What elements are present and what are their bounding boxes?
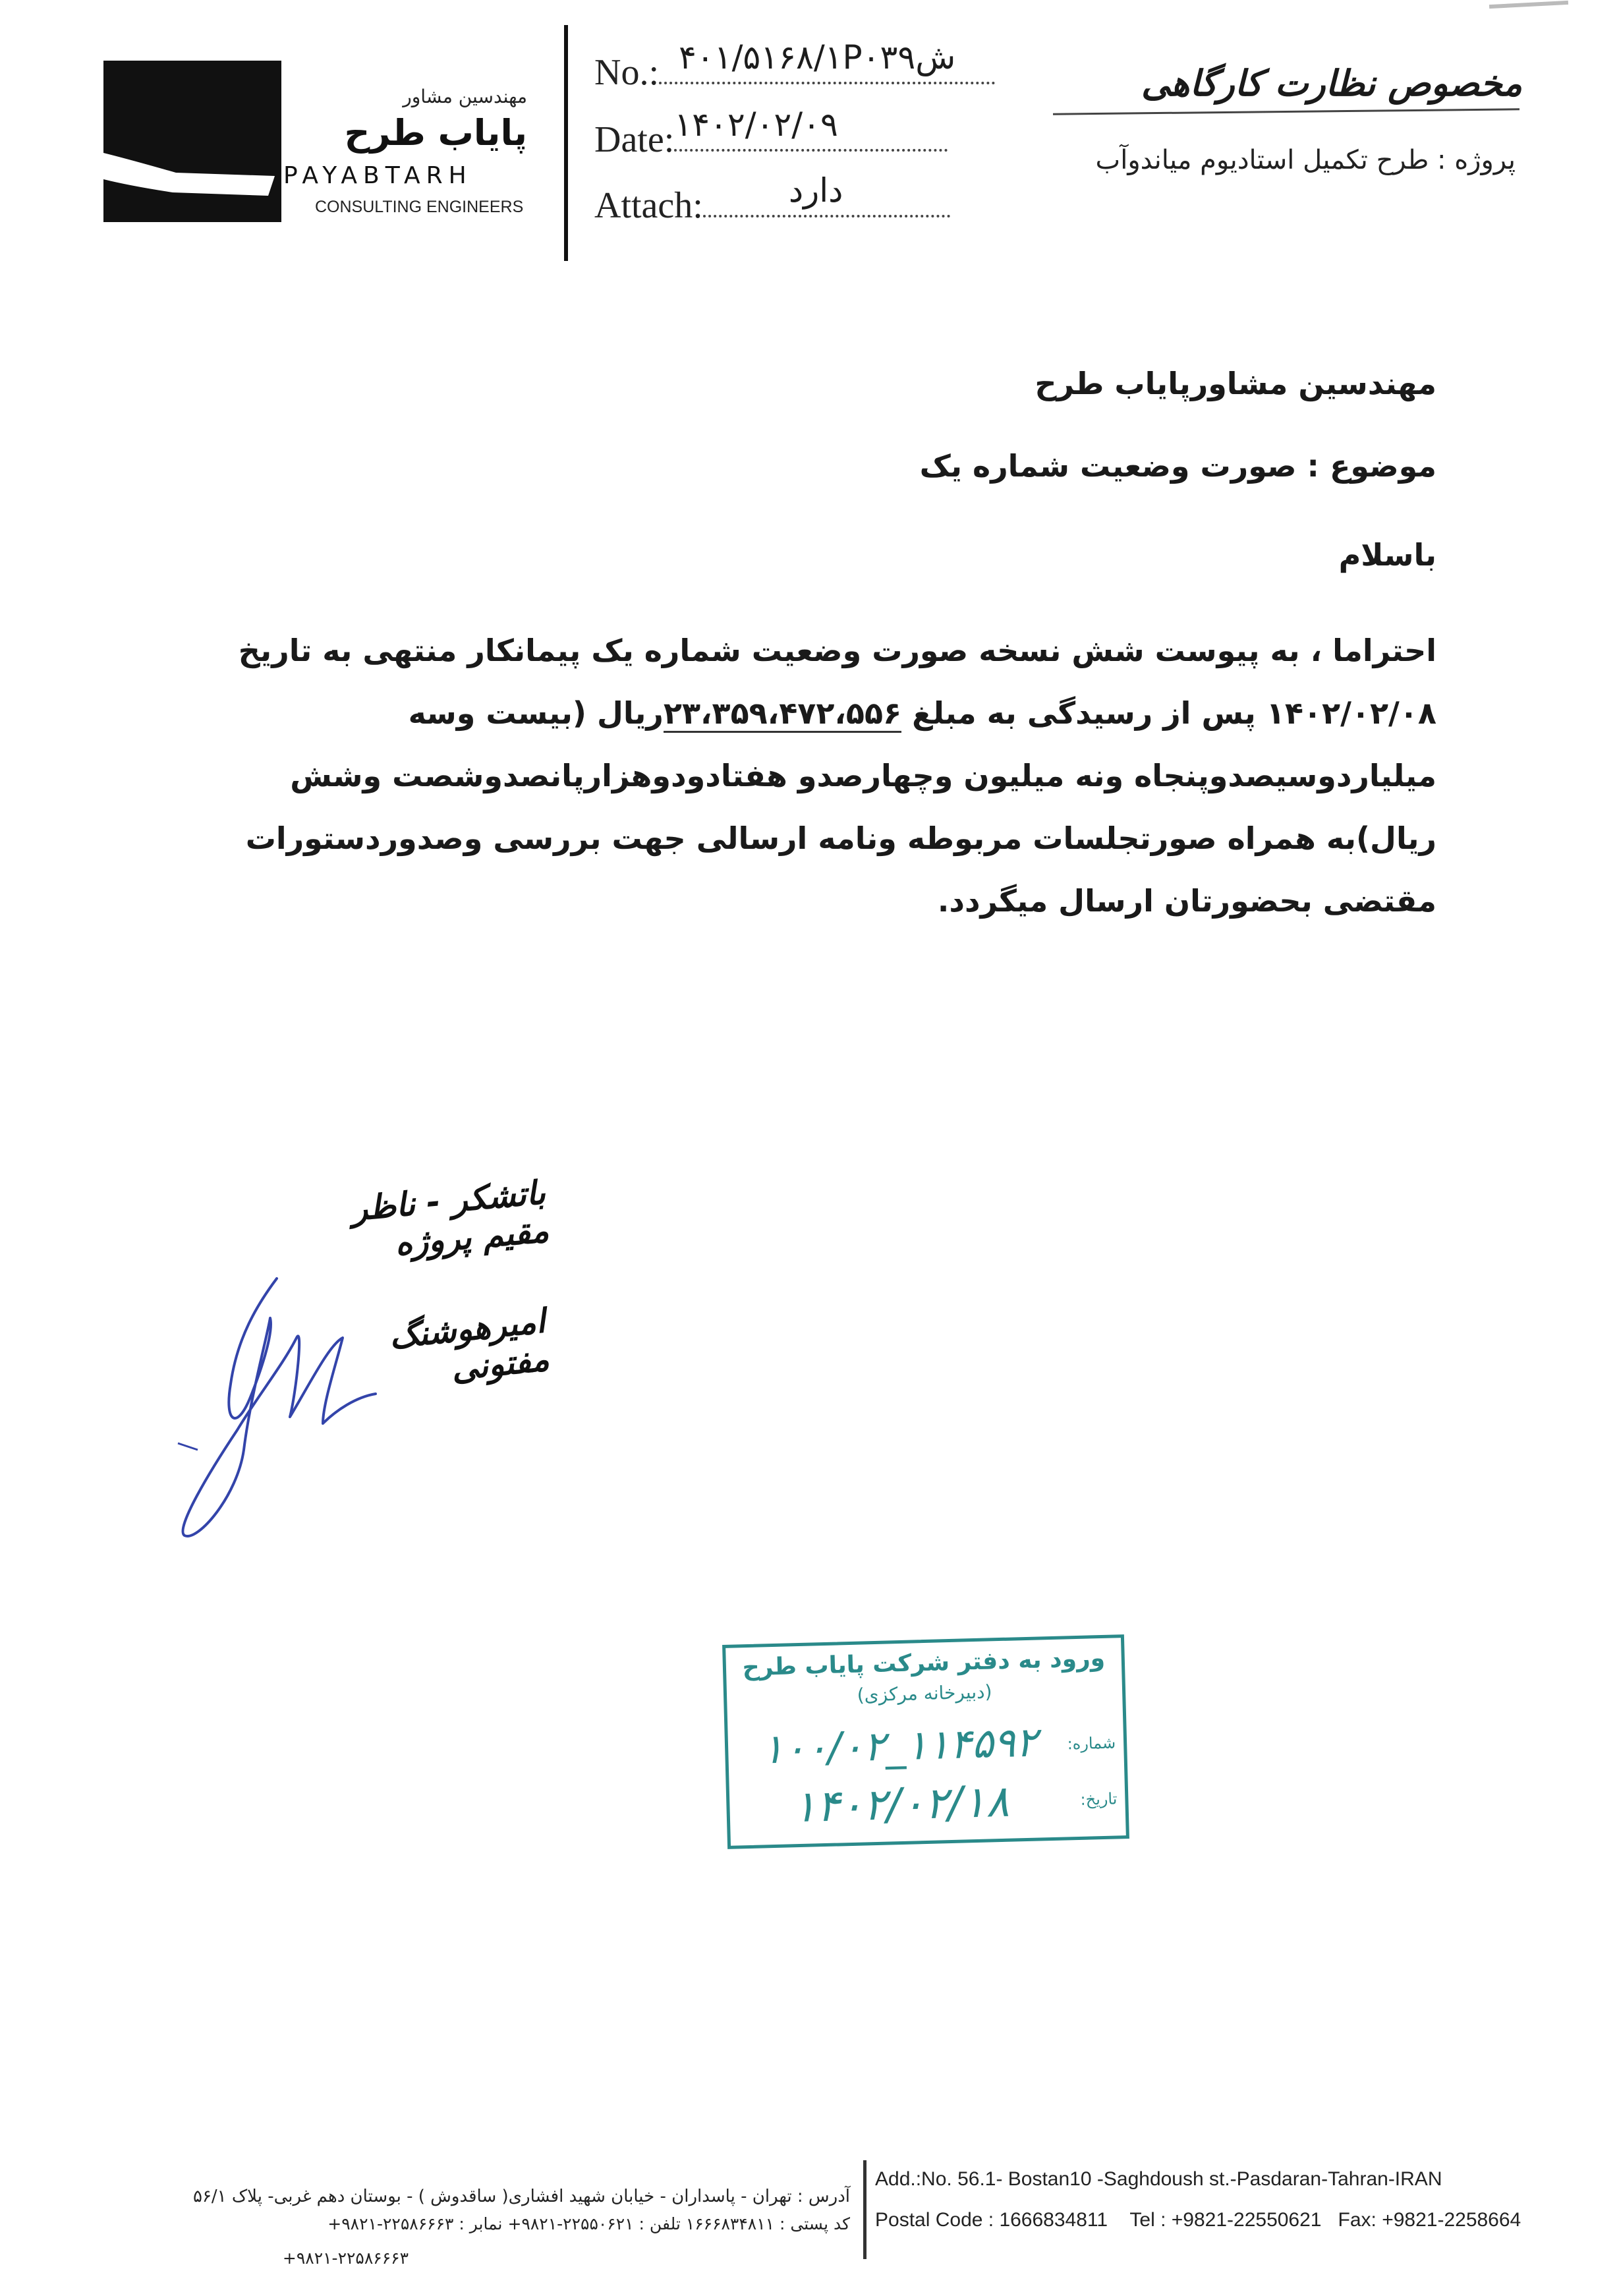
received-stamp bbox=[722, 1634, 1129, 1849]
stamp-subtitle: (دبیرخانه مرکزی) bbox=[857, 1680, 992, 1706]
logo-en-name: PAYABTARH bbox=[283, 162, 472, 189]
logo-en-subtitle: CONSULTING ENGINEERS bbox=[315, 198, 524, 216]
footer-divider bbox=[863, 2160, 866, 2259]
handwritten-signature-icon bbox=[158, 1232, 395, 1562]
scan-mark bbox=[1489, 1, 1568, 9]
amount: ۲۳،۳۵۹،۴۷۲،۵۵۶ bbox=[664, 695, 901, 733]
letter-attach-label: Attach: bbox=[594, 185, 703, 226]
letter-attach-value: دارد bbox=[788, 171, 843, 210]
logo-fa-subtitle: مهندسین مشاور bbox=[403, 86, 527, 107]
greeting: باسلام bbox=[1338, 537, 1436, 573]
footer-fax-fa: ۹۸۲۱-۲۲۵۸۶۶۶۳+ bbox=[282, 2249, 409, 2268]
letter-date-label: Date: bbox=[594, 119, 675, 160]
letter-number-value: ۴۰۱/۵۱۶۸/۱P۰۳۹ش bbox=[679, 38, 956, 76]
body-part-1: احتراما ، به پیوست شش نسخه صورت وضعیت شماره یک پیمانکار منتهی به تاریخ ۱۴۰۲/۰۲/۰۸ پس از رسیدگی به مبلغ bbox=[238, 633, 1436, 731]
stamp-number-value: ۱۰۰/۰۲_۱۱۴۵۹۲ bbox=[761, 1717, 1038, 1773]
letter-number-row bbox=[594, 38, 995, 94]
footer-tel-en: Tel : +9821-22550621 bbox=[1129, 2209, 1322, 2231]
subject-line: موضوع : صورت وضعیت شماره یک bbox=[919, 448, 1436, 484]
stamp-number-label: شماره: bbox=[1067, 1733, 1116, 1754]
footer-fax-en: Fax: +9821-2258664 bbox=[1338, 2209, 1521, 2231]
footer-contacts-en bbox=[875, 2209, 1521, 2231]
footer-address-fa: آدرس : تهران - پاسداران - خیابان شهید افشاری( ساقدوش ) - بوستان دهم غربی- پلاک ۵۶/۱ bbox=[192, 2187, 850, 2206]
letter-date-row bbox=[594, 105, 948, 161]
footer-contacts-fa: کد پستی : ۱۶۶۶۸۳۴۸۱۱ تلفن : ۲۲۵۵۰۶۲۱-۹۸۲۱+ نمابر : ۲۲۵۸۶۶۶۳-۹۸۲۱+ bbox=[327, 2214, 850, 2233]
inspection-underline bbox=[1053, 108, 1520, 115]
project-line: پروژه : طرح تکمیل استادیوم میاندوآب bbox=[1095, 145, 1516, 175]
header-divider bbox=[564, 25, 568, 261]
stamp-title: ورود به دفتر شرکت پایاب طرح bbox=[742, 1644, 1106, 1682]
letter-attach-row bbox=[594, 171, 950, 227]
footer-postal-en: Postal Code : 1666834811 bbox=[875, 2209, 1108, 2231]
signatory-name: امیرهوشنگ مفتونی bbox=[387, 1302, 552, 1389]
footer-address-en: Add.:No. 56.1- Bostan10 -Saghdoush st.-Pasdaran-Tahran-IRAN bbox=[875, 2168, 1442, 2190]
letter-date-value: ۱۴۰۲/۰۲/۰۹ bbox=[674, 105, 838, 144]
letter-body bbox=[178, 619, 1436, 933]
stamp-date-value: ۱۴۰۲/۰۲/۱۸ bbox=[792, 1775, 1010, 1833]
letter-number-label: No.: bbox=[594, 52, 659, 93]
company-logo bbox=[103, 61, 281, 222]
body-part-2: ریال (بیست وسه میلیاردوسیصدوپنجاه ونه میلیون وچهارصدو هفتادودوهزارپانصدوشصت وشش ریال)به همراه صورتجلسات مربوطه ونامه ارسالی جهت بررسی وصدوردستورات مقتضی بحضورتان ارسال میگردد. bbox=[245, 695, 1436, 919]
logo-fa-name: پایاب طرح bbox=[344, 112, 527, 154]
logo-swoosh-icon bbox=[103, 61, 281, 222]
inspection-title: مخصوص نظارت کارگاهی bbox=[1141, 63, 1522, 104]
signature-thanks: باتشکر - ناظر مقیم پروژه bbox=[350, 1173, 551, 1263]
recipient: مهندسین مشاورپایاب طرح bbox=[1035, 366, 1436, 401]
stamp-date-label: تاریخ: bbox=[1080, 1789, 1118, 1809]
